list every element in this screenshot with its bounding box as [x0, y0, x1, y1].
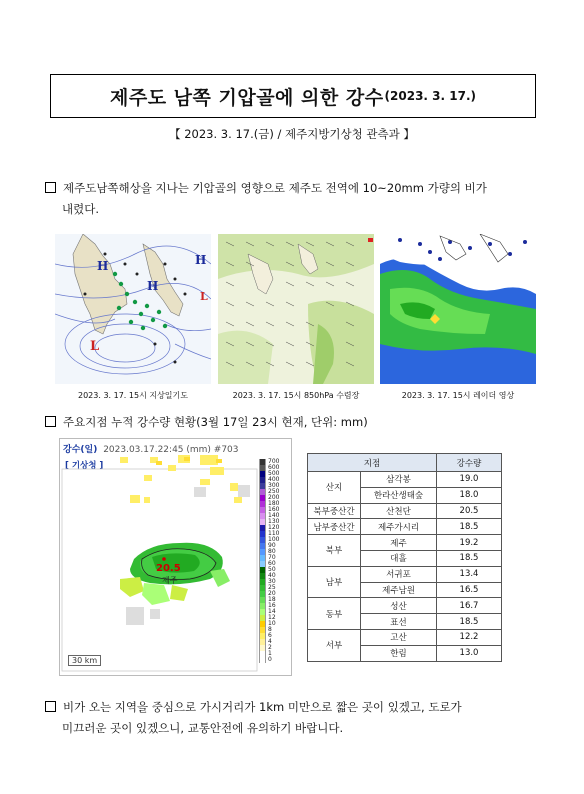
title-box	[50, 74, 536, 118]
table-row	[308, 598, 502, 614]
radar-image-icon	[380, 234, 536, 384]
station-cell: 제주	[361, 535, 437, 551]
legend-label: 500	[268, 470, 280, 477]
legend-label: 90	[268, 542, 276, 549]
legend-label: 14	[268, 608, 276, 615]
jeju-rain-value: 20.5	[156, 563, 181, 574]
image-caption-3: 2023. 3. 17. 15시 레이더 영상	[401, 391, 515, 400]
precipitation-map	[59, 438, 292, 676]
legend-label: 120	[268, 524, 280, 531]
legend-label: 50	[268, 566, 276, 573]
legend-label: 600	[268, 464, 280, 471]
page-title: 제주도 남쪽 기압골에 의한 강수	[109, 86, 384, 109]
table-row	[308, 472, 502, 488]
station-cell: 한라산생태숲	[361, 487, 437, 503]
image-caption-1: 2023. 3. 17. 15시 지상일기도	[78, 391, 188, 400]
legend-label: 400	[268, 476, 280, 483]
station-cell: 성산	[361, 598, 437, 614]
svg-text:L: L	[90, 339, 100, 354]
rainfall-cell: 18.5	[437, 550, 502, 566]
legend-label: 200	[268, 494, 280, 501]
radar-header-info: 2023.03.17.22:45 (mm) #703	[103, 445, 239, 455]
column-header-station: 지점	[308, 454, 437, 472]
legend-label: 70	[268, 554, 276, 561]
legend-label: 40	[268, 572, 276, 579]
legend-label: 110	[268, 530, 280, 537]
table-row	[308, 503, 502, 519]
rainfall-table	[307, 453, 502, 662]
bullet-3	[45, 697, 462, 739]
legend-label: 2	[268, 644, 272, 651]
checkbox-bullet-icon	[45, 416, 56, 427]
region-cell: 북부	[308, 535, 361, 567]
legend-label: 160	[268, 506, 280, 513]
station-cell: 제주남원	[361, 582, 437, 598]
svg-text:H: H	[147, 279, 159, 293]
convergence-map-icon	[218, 234, 374, 384]
station-cell: 제주가시리	[361, 519, 437, 535]
svg-text:L: L	[200, 290, 208, 303]
legend-label: 140	[268, 512, 280, 519]
station-cell: 대흘	[361, 550, 437, 566]
legend-label: 25	[268, 584, 276, 591]
rainfall-cell: 18.0	[437, 487, 502, 503]
legend-label: 250	[268, 488, 280, 495]
table-row	[308, 519, 502, 535]
subtitle: 【 2023. 3. 17.(금) / 제주지방기상청 관측과 】	[169, 127, 415, 141]
legend-label: 1	[268, 650, 272, 657]
region-cell: 서부	[308, 629, 361, 661]
surface-weather-map-icon	[55, 234, 211, 384]
color-legend	[259, 459, 289, 663]
station-cell: 산천단	[361, 503, 437, 519]
svg-text:H: H	[195, 253, 207, 267]
legend-label: 60	[268, 560, 276, 567]
bullet-1	[45, 178, 487, 220]
checkbox-bullet-icon	[45, 182, 56, 193]
station-cell: 한림	[361, 645, 437, 661]
legend-label: 30	[268, 578, 276, 585]
rainfall-cell: 13.0	[437, 645, 502, 661]
rainfall-cell: 12.2	[437, 629, 502, 645]
region-cell: 산지	[308, 472, 361, 504]
rainfall-cell: 18.5	[437, 614, 502, 630]
legend-label: 6	[268, 632, 272, 639]
region-cell: 동부	[308, 598, 361, 630]
rainfall-cell: 16.5	[437, 582, 502, 598]
legend-label: 130	[268, 518, 280, 525]
rainfall-cell: 19.2	[437, 535, 502, 551]
legend-entry	[259, 657, 289, 663]
image-caption-2: 2023. 3. 17. 15시 850hPa 수렴장	[232, 391, 360, 400]
legend-swatch	[259, 657, 266, 663]
jeju-point-label: 제주	[162, 576, 178, 585]
column-header-rainfall: 강수량	[437, 454, 502, 472]
bullet-3-line-2: 미끄러운 곳이 있겠으니, 교통안전에 유의하기 바랍니다.	[62, 721, 344, 735]
station-cell: 삼각봉	[361, 472, 437, 488]
legend-label: 18	[268, 596, 276, 603]
bullet-2-text: 주요지점 누적 강수량 현황(3월 17일 23시 현재, 단위: mm)	[63, 415, 368, 429]
agency-label: [ 기상청 ]	[65, 461, 104, 471]
table-row	[308, 535, 502, 551]
station-cell: 표선	[361, 614, 437, 630]
station-cell: 서귀포	[361, 566, 437, 582]
legend-label: 300	[268, 482, 280, 489]
rainfall-cell: 19.0	[437, 472, 502, 488]
title-date: (2023. 3. 17.)	[384, 89, 476, 103]
bullet-1-line-2: 내렸다.	[62, 202, 99, 216]
legend-label: 100	[268, 536, 280, 543]
rainfall-cell: 16.7	[437, 598, 502, 614]
legend-label: 0	[268, 656, 272, 663]
legend-label: 12	[268, 614, 276, 621]
svg-text:H: H	[97, 259, 109, 273]
surface-weather-map-image	[55, 234, 211, 384]
legend-label: 4	[268, 638, 272, 645]
region-cell: 북부중산간	[308, 503, 361, 519]
legend-label: 10	[268, 620, 276, 627]
region-cell: 남부중산간	[308, 519, 361, 535]
bullet-3-line-1: 비가 오는 지역을 중심으로 가시거리가 1km 미만으로 짧은 곳이 있겠고, 도로가	[63, 700, 462, 714]
table-row	[308, 566, 502, 582]
station-cell: 고산	[361, 629, 437, 645]
rainfall-cell: 18.5	[437, 519, 502, 535]
legend-label: 8	[268, 626, 272, 633]
bullet-1-line-1: 제주도남쪽해상을 지나는 기압골의 영향으로 제주도 전역에 10~20mm 가량의 비가	[63, 181, 487, 195]
checkbox-bullet-icon	[45, 701, 56, 712]
rainfall-cell: 20.5	[437, 503, 502, 519]
convergence-map-image	[218, 234, 374, 384]
precipitation-map-graphic	[60, 439, 260, 675]
rainfall-cell: 13.4	[437, 566, 502, 582]
radar-image	[380, 234, 536, 384]
legend-label: 80	[268, 548, 276, 555]
table-header-row	[308, 454, 502, 472]
scale-bar-label: 30 km	[68, 655, 101, 666]
radar-header-label: 강수(일)	[63, 445, 98, 455]
table-row	[308, 629, 502, 645]
legend-label: 700	[268, 458, 280, 465]
legend-label: 180	[268, 500, 280, 507]
legend-label: 16	[268, 602, 276, 609]
bullet-2	[45, 412, 368, 433]
region-cell: 남부	[308, 566, 361, 598]
legend-label: 20	[268, 590, 276, 597]
